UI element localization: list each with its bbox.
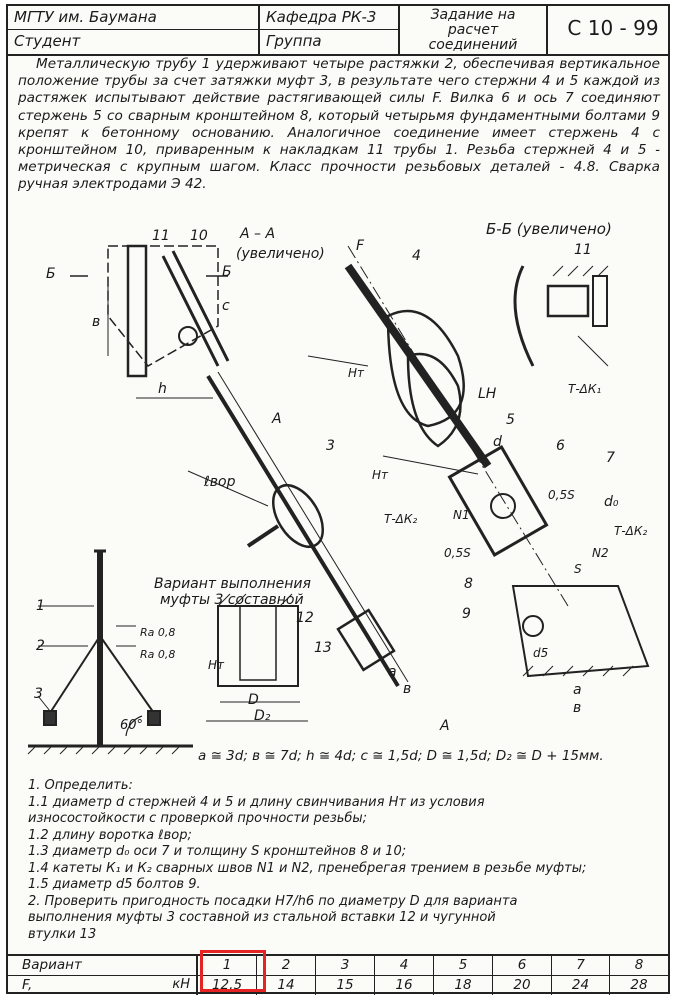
task-line: 1.1 диаметр d стержней 4 и 5 и длину свинчивания Нт из условия (28, 794, 485, 810)
dim-lh: LН (478, 386, 497, 402)
dim-c: с (222, 298, 230, 314)
dim-b-mid: в (403, 681, 412, 697)
section-aa-note: (увеличено) (236, 246, 325, 262)
variant-cell: 7 (552, 956, 610, 975)
assignment-title-line: соединений (428, 37, 518, 53)
force-row-label-text: F, (22, 977, 33, 993)
task-line: выполнения муфты 3 составной из стальной вставки 12 и чугунной (28, 910, 496, 925)
section-aa-label: А – А (240, 226, 276, 242)
force-label: F (356, 238, 365, 254)
dim-D: D (248, 692, 259, 708)
part-number-3: 3 (326, 438, 335, 454)
part-number-13: 13 (314, 640, 332, 656)
task-list (28, 778, 658, 943)
force-cell: 16 (375, 976, 434, 995)
variant-cell: 4 (375, 956, 434, 975)
dim-h: h (158, 381, 167, 397)
part-number-10: 10 (190, 228, 208, 244)
variant-note-1: Вариант выполнения (154, 576, 311, 592)
part-number-6: 6 (556, 438, 565, 454)
assignment-title-line: расчет (447, 22, 499, 38)
force-cell: 18 (434, 976, 493, 995)
force-cell: 15 (316, 976, 375, 995)
weld-tdk2-left: Т-ΔК₂ (384, 512, 418, 526)
part-number-5: 5 (506, 412, 515, 428)
task-line: втулки 13 (28, 926, 97, 942)
task-line: 1.4 катеты К₁ и К₂ сварных швов N1 и N2, пренебрегая трением в резьбе муфты; (28, 860, 587, 876)
dim-HT-top: Нт (348, 366, 365, 380)
section-bb (515, 266, 608, 366)
cut-label-b-right: Б (222, 264, 232, 280)
assignment-title-line: Задание на (430, 7, 516, 23)
force-row-label (8, 976, 198, 995)
variant-cell: 2 (257, 956, 316, 975)
assignment-code: С 10 - 99 (567, 16, 659, 40)
roughness-2: Ra 0,8 (140, 648, 176, 661)
variant-cell: 8 (634, 957, 644, 973)
dimension-relations: а ≅ 3d; в ≅ 7d; h ≅ 4d; с ≅ 1,5d; D ≅ 1,5d; D₂ ≅ D + 15мм. (198, 748, 604, 764)
dim-lvor: ℓвор (204, 474, 236, 490)
section-aa (308, 246, 648, 676)
force-cell: 24 (552, 976, 610, 995)
assignment-sheet (6, 4, 670, 994)
weld-tdk1: Т-ΔК₁ (568, 382, 602, 396)
variant-row-label: Вариант (8, 956, 198, 975)
assignment-title (400, 6, 548, 54)
part-number-3-overview: 3 (34, 686, 43, 702)
task-line: износостойкости с проверкой прочности резьбы; (28, 811, 368, 826)
dim-d5: d5 (533, 646, 549, 660)
part-number-11: 11 (152, 228, 170, 244)
part-number-1: 1 (36, 598, 45, 614)
roughness-1: Ra 0,8 (140, 626, 176, 639)
angle-60: 60° (120, 718, 144, 733)
dim-d: d (493, 434, 502, 450)
cut-label-b-left: Б (46, 266, 56, 282)
task-line: 1.2 длину воротка ℓвор; (28, 827, 192, 843)
dim-a-right: а (573, 682, 582, 698)
dim-d0: d₀ (604, 494, 619, 510)
variant-table (8, 954, 668, 996)
title-block (8, 6, 668, 56)
student-cell: Студент (8, 30, 260, 54)
dim-055-bottom: 0,5S (444, 546, 471, 560)
force-row (8, 976, 668, 995)
variant-cell: 1 (198, 956, 257, 975)
dim-b-right: в (573, 700, 582, 716)
dim-HT-left: Нт (208, 658, 225, 672)
weld-tdk2-right: Т-ΔК₂ (614, 524, 648, 538)
force-cell: 14 (257, 976, 316, 995)
dim-s: S (574, 562, 582, 576)
part-number-8: 8 (464, 576, 473, 592)
part-number-11-bb: 11 (574, 242, 592, 258)
task-line: 2. Проверить пригодность посадки Н7/h6 по диаметру D для варианта (28, 893, 518, 909)
problem-statement: Металлическую трубу 1 удерживают четыре растяжки 2, обеспечивая вертикальное положение трубы за счет затяжки муфт 3, в результате чего стержни 4 и 5 каждой из растяжек испытывают действие растягивающей силы F. Вилка 6 и ось 7 соединяют стержень 5 со сварным кронштейном 8, который четырьмя фундаментными болтами 9 крепят к бетонному основанию. Аналогичное соединение имеет стержень 4 с кронштейном 10, приваренным к накладкам 11 трубы 1. Резьба стержней 4 и 5 - метрическая с крупным шагом. Класс прочности резьбовых деталей - 4.8. Сварка ручная электродами Э 42. (18, 56, 660, 193)
weld-n2: N2 (592, 546, 609, 560)
variant-cell: 5 (434, 956, 493, 975)
force-unit: кН (172, 977, 190, 992)
cut-label-a-top: А (272, 411, 282, 427)
force-cell: 20 (493, 976, 552, 995)
department-cell: Кафедра РК-3 (260, 6, 400, 30)
part-number-7: 7 (606, 450, 615, 466)
cut-label-a-bottom: А (440, 718, 450, 734)
part-number-2: 2 (36, 638, 45, 654)
variant-cell: 6 (493, 956, 552, 975)
task-line: 1. Определить: (28, 778, 133, 793)
part-number-4: 4 (412, 248, 421, 264)
section-bb-label: Б-Б (увеличено) (486, 220, 612, 238)
variant-note-2: муфты 3 составной (160, 592, 304, 608)
force-cell: 12,5 (198, 976, 257, 995)
dim-a-mid: а (388, 664, 397, 680)
group-cell: Группа (260, 30, 400, 54)
technical-drawing (8, 206, 668, 776)
university-cell: МГТУ им. Баумана (8, 6, 260, 30)
force-cell: 28 (630, 977, 648, 993)
dim-D2: D₂ (254, 708, 271, 724)
dim-055-top: 0,5S (548, 488, 575, 502)
part-number-12: 12 (296, 610, 314, 626)
variant-cell: 3 (316, 956, 375, 975)
variant-1-highlight (200, 950, 266, 992)
dim-HT-mid: Нт (372, 468, 389, 482)
variant-row (8, 956, 668, 976)
dim-b: в (92, 314, 101, 330)
part-number-9: 9 (462, 606, 471, 622)
task-line: 1.3 диаметр d₀ оси 7 и толщину S кронштейнов 8 и 10; (28, 844, 407, 859)
task-line: 1.5 диаметр d5 болтов 9. (28, 877, 201, 892)
weld-n1: N1 (453, 508, 470, 522)
